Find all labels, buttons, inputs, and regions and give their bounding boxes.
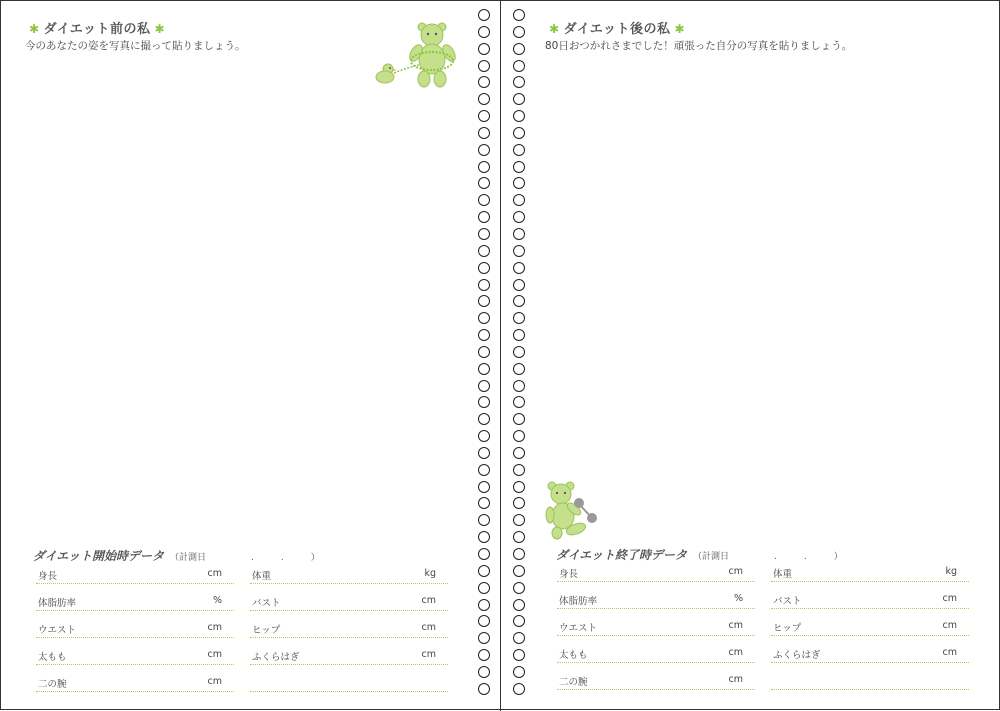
star-icon: ✱ <box>29 22 40 36</box>
binder-ring-icon <box>478 380 490 392</box>
binder-ring-icon <box>478 514 490 526</box>
star-icon: ✱ <box>549 22 560 36</box>
left-subtitle: 今のあなたの姿を写真に撮って貼りましょう。 <box>25 40 246 52</box>
measure-row[interactable]: ウエスト cm <box>557 614 755 636</box>
binder-ring-icon <box>478 565 490 577</box>
binder-ring-icon <box>513 312 525 324</box>
binder-rings-right <box>513 9 525 700</box>
binder-ring-icon <box>478 599 490 611</box>
binder-ring-icon <box>513 582 525 594</box>
binder-ring-icon <box>513 194 525 206</box>
binder-ring-icon <box>478 531 490 543</box>
binder-ring-icon <box>513 262 525 274</box>
binder-ring-icon <box>513 497 525 509</box>
binder-ring-icon <box>513 127 525 139</box>
binder-ring-icon <box>513 481 525 493</box>
binder-ring-icon <box>478 228 490 240</box>
measure-row[interactable]: ふくらはぎ cm <box>771 641 969 663</box>
measure-row[interactable]: ふくらはぎ cm <box>250 643 448 665</box>
star-icon: ✱ <box>674 22 686 36</box>
measure-row[interactable] <box>771 668 969 690</box>
binder-ring-icon <box>513 60 525 72</box>
binder-ring-icon <box>513 615 525 627</box>
binder-ring-icon <box>513 279 525 291</box>
measure-row[interactable]: バスト cm <box>771 587 969 609</box>
measure-row[interactable]: 体重 kg <box>771 560 969 582</box>
bear-with-dumbbell-icon <box>541 479 603 541</box>
binder-ring-icon <box>513 632 525 644</box>
measure-row[interactable]: 体脂肪率 % <box>36 589 234 611</box>
binder-ring-icon <box>478 329 490 341</box>
binder-ring-icon <box>478 649 490 661</box>
binder-ring-icon <box>513 430 525 442</box>
binder-ring-icon <box>478 430 490 442</box>
binder-ring-icon <box>513 211 525 223</box>
page-divider <box>500 1 501 711</box>
binder-ring-icon <box>478 9 490 21</box>
binder-ring-icon <box>513 396 525 408</box>
binder-ring-icon <box>478 211 490 223</box>
binder-ring-icon <box>513 683 525 695</box>
measure-row[interactable]: ヒップ cm <box>771 614 969 636</box>
binder-ring-icon <box>478 481 490 493</box>
binder-ring-icon <box>513 464 525 476</box>
binder-ring-icon <box>513 346 525 358</box>
binder-ring-icon <box>478 548 490 560</box>
measure-row[interactable]: 太もも cm <box>557 641 755 663</box>
binder-ring-icon <box>513 447 525 459</box>
binder-ring-icon <box>478 615 490 627</box>
right-subtitle: 80日おつかれさまでした！頑張った自分の写真を貼りましょう。 <box>545 40 853 52</box>
binder-ring-icon <box>478 666 490 678</box>
measure-row[interactable]: 身長 cm <box>557 560 755 582</box>
binder-ring-icon <box>478 161 490 173</box>
binder-ring-icon <box>478 26 490 38</box>
binder-ring-icon <box>478 413 490 425</box>
binder-ring-icon <box>478 464 490 476</box>
binder-ring-icon <box>478 363 490 375</box>
binder-ring-icon <box>513 177 525 189</box>
measure-row[interactable]: 身長 cm <box>36 562 234 584</box>
binder-ring-icon <box>513 245 525 257</box>
binder-ring-icon <box>478 177 490 189</box>
measure-row[interactable]: 体脂肪率 % <box>557 587 755 609</box>
binder-ring-icon <box>513 548 525 560</box>
binder-ring-icon <box>513 9 525 21</box>
binder-ring-icon <box>478 497 490 509</box>
binder-ring-icon <box>513 531 525 543</box>
measure-row[interactable]: 二の腕 cm <box>36 670 234 692</box>
binder-ring-icon <box>513 649 525 661</box>
binder-ring-icon <box>478 279 490 291</box>
binder-ring-icon <box>478 312 490 324</box>
binder-ring-icon <box>513 93 525 105</box>
star-icon: ✱ <box>154 22 166 36</box>
binder-ring-icon <box>513 329 525 341</box>
bear-with-rope-icon <box>369 19 461 91</box>
measure-row[interactable]: 二の腕 cm <box>557 668 755 690</box>
binder-ring-icon <box>513 380 525 392</box>
left-data-title: ダイエット開始時データ （計測日 . . ） <box>33 549 320 563</box>
binder-ring-icon <box>513 413 525 425</box>
binder-ring-icon <box>513 144 525 156</box>
measurement-date-label: （計測日 . . ） <box>170 553 320 563</box>
binder-ring-icon <box>478 346 490 358</box>
measurement-date-label: （計測日 . . ） <box>693 552 843 562</box>
binder-ring-icon <box>478 683 490 695</box>
binder-ring-icon <box>478 144 490 156</box>
binder-ring-icon <box>478 93 490 105</box>
right-data-title: ダイエット終了時データ （計測日 . . ） <box>556 548 843 562</box>
binder-ring-icon <box>478 76 490 88</box>
binder-ring-icon <box>478 295 490 307</box>
binder-ring-icon <box>513 295 525 307</box>
binder-ring-icon <box>478 396 490 408</box>
binder-ring-icon <box>478 43 490 55</box>
measure-row[interactable]: ヒップ cm <box>250 616 448 638</box>
binder-ring-icon <box>513 43 525 55</box>
binder-ring-icon <box>513 599 525 611</box>
right-heading: ✱ ダイエット後の私 ✱ <box>549 22 686 37</box>
binder-ring-icon <box>478 262 490 274</box>
measure-row[interactable]: 体重 kg <box>250 562 448 584</box>
binder-ring-icon <box>478 110 490 122</box>
measure-row[interactable]: ウエスト cm <box>36 616 234 638</box>
binder-ring-icon <box>513 363 525 375</box>
binder-ring-icon <box>513 565 525 577</box>
binder-rings-left <box>478 9 490 700</box>
binder-ring-icon <box>513 26 525 38</box>
binder-ring-icon <box>478 194 490 206</box>
measure-row[interactable]: バスト cm <box>250 589 448 611</box>
binder-ring-icon <box>513 76 525 88</box>
binder-ring-icon <box>513 514 525 526</box>
measure-row[interactable] <box>250 670 448 692</box>
binder-ring-icon <box>513 666 525 678</box>
binder-ring-icon <box>513 161 525 173</box>
measure-row[interactable]: 太もも cm <box>36 643 234 665</box>
left-heading: ✱ ダイエット前の私 ✱ <box>29 22 166 37</box>
binder-ring-icon <box>478 447 490 459</box>
binder-ring-icon <box>478 60 490 72</box>
binder-ring-icon <box>478 245 490 257</box>
binder-ring-icon <box>478 127 490 139</box>
binder-ring-icon <box>513 110 525 122</box>
binder-ring-icon <box>478 582 490 594</box>
binder-ring-icon <box>513 228 525 240</box>
binder-ring-icon <box>478 632 490 644</box>
